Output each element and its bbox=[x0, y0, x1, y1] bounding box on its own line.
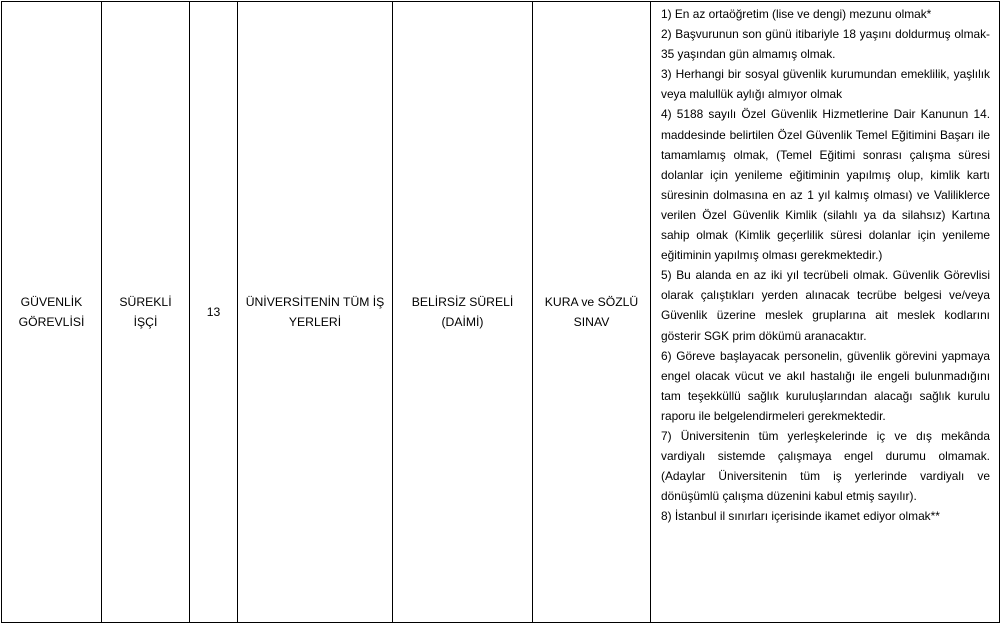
table-row bbox=[2, 2, 1000, 623]
location-cell: ÜNİVERSİTENİN TÜM İŞ YERLERİ bbox=[238, 2, 393, 623]
requirement-item: 4) 5188 sayılı Özel Güvenlik Hizmetlerine Dair Kanunun 14. maddesinde belirtilen Özel Güvenlik Temel Eğitimini Başarı ile tamamlamış olmak, (Temel Eğitimi sonrası çalışma süresi dolanlar için yenileme eğitiminin yapılmış olup, kimlik kartı süresinin dolmasına en az 1 yıl kalmış olması) ve Valiliklerce verilen Özel Güvenlik Kimlik (silahlı ya da silahsız) Kartına sahip olmak (Kimlik geçerlilik süresi dolanlar için yenileme eğitiminin yapılmış olması gerekmektedir.) bbox=[661, 107, 990, 263]
selection-method-cell: KURA ve SÖZLÜ SINAV bbox=[533, 2, 651, 623]
employment-type-cell: SÜREKLİ İŞÇİ bbox=[102, 2, 190, 623]
job-listing-table bbox=[1, 1, 1000, 623]
duration-cell: BELİRSİZ SÜRELİ (DAİMİ) bbox=[393, 2, 533, 623]
requirement-item: 8) İstanbul il sınırları içerisinde ikamet ediyor olmak** bbox=[661, 509, 940, 524]
requirement-item: 5) Bu alanda en az iki yıl tecrübeli olmak. Güvenlik Görevlisi olarak çalıştıkları yerden alınacak tecrübe belgesi ve/veya Güvenlik üzerine meslek gruplarına ait meslek kodlarını gösterir SGK prim dökümü aranacaktır. bbox=[661, 268, 990, 343]
requirement-item: 1) En az ortaöğretim (lise ve dengi) mezunu olmak* bbox=[661, 7, 932, 21]
requirements-cell bbox=[651, 2, 1000, 623]
count-cell: 13 bbox=[190, 2, 238, 623]
requirement-item: 2) Başvurunun son günü itibariyle 18 yaşını doldurmuş olmak- 35 yaşından gün almamış olmak. bbox=[661, 27, 990, 62]
requirement-item: 3) Herhangi bir sosyal güvenlik kurumundan emeklilik, yaşlılık veya malullük aylığı almıyor olmak bbox=[661, 67, 990, 102]
position-cell: GÜVENLİK GÖREVLİSİ bbox=[2, 2, 102, 623]
requirement-item: 6) Göreve başlayacak personelin, güvenlik görevini yapmaya engel olacak vücut ve akıl hastalığı ile engeli bulunmadığını tam teşekküllü sağlık kuruluşlarından alacağı sağlık kurulu raporu ile belgelendirmeleri gerekmektedir. bbox=[661, 348, 990, 423]
requirement-item: 7) Üniversitenin tüm yerleşkelerinde iç ve dış mekânda vardiyalı sistemde çalışmaya engel durumu olmamak. (Adaylar Üniversitenin tüm iş yerlerinde vardiyalı ve dönüşümlü çalışma düzenini kabul etmiş sayılır). bbox=[661, 428, 990, 504]
